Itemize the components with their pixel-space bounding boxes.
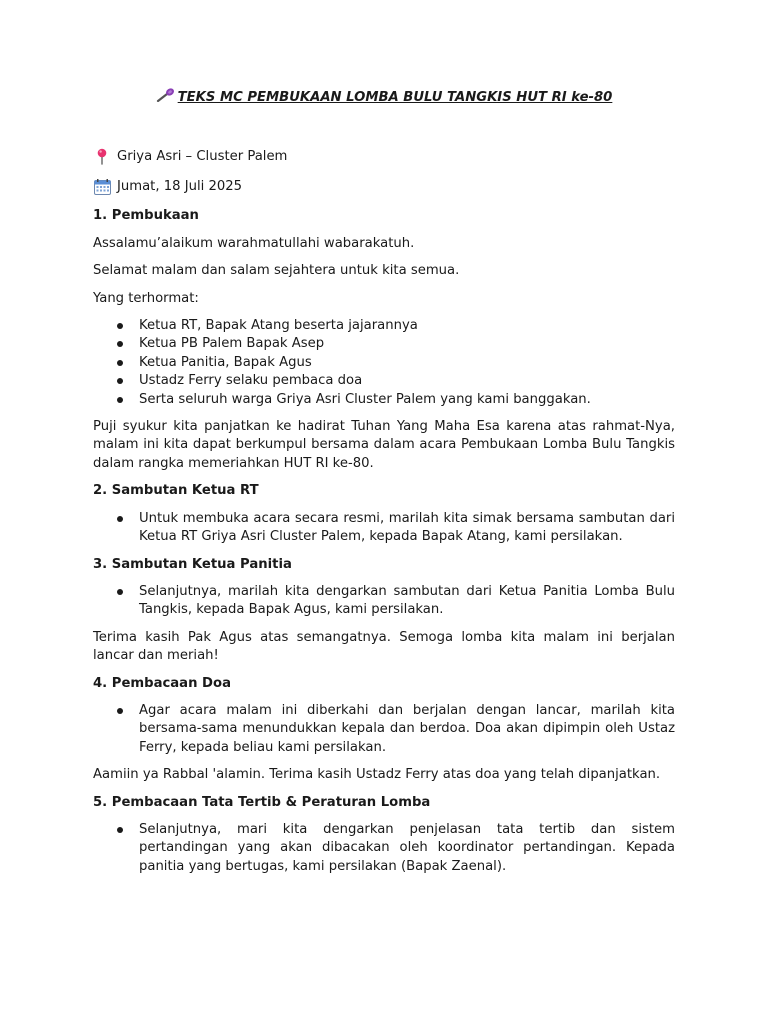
- document-title-line: [93, 88, 675, 107]
- section-list: [93, 702, 675, 757]
- section-heading-pembukaan: 1. Pembukaan: [93, 208, 199, 224]
- location-line: [93, 147, 675, 167]
- section-list: [93, 821, 675, 876]
- section-list: [93, 510, 675, 547]
- section-heading-sambutan-panitia: 3. Sambutan Ketua Panitia: [93, 556, 292, 572]
- paragraph: Puji syukur kita panjatkan ke hadirat Tuhan Yang Maha Esa karena atas rahmat-Nya, malam ini kita dapat berkumpul bersama dalam acara Pembukaan Lomba Bulu Tangkis dalam rangka memeriahkan HUT RI ke-80.: [93, 419, 675, 471]
- paragraph: Terima kasih Pak Agus atas semangatnya. Semoga lomba kita malam ini berjalan lancar dan meriah!: [93, 629, 675, 664]
- date-text: Jumat, 18 Juli 2025: [117, 179, 243, 195]
- section-list: [93, 583, 675, 620]
- section-heading-pembacaan-doa: 4. Pembacaan Doa: [93, 675, 231, 691]
- paragraph: Yang terhormat:: [93, 290, 199, 306]
- list-item: Ketua PB Palem Bapak Asep: [139, 335, 675, 353]
- list-item: Selanjutnya, marilah kita dengarkan sambutan dari Ketua Panitia Lomba Bulu Tangkis, kepada Bapak Agus, kami persilakan.: [139, 583, 675, 620]
- honored-guests-list: [93, 317, 675, 409]
- date-line: [93, 177, 675, 197]
- list-item: Ustadz Ferry selaku pembaca doa: [139, 372, 675, 390]
- list-item: Untuk membuka acara secara resmi, marilah kita simak bersama sambutan dari Ketua RT Griya Asri Cluster Palem, kepada Bapak Atang, kami persilakan.: [139, 510, 675, 547]
- paragraph: Aamiin ya Rabbal 'alamin. Terima kasih Ustadz Ferry atas doa yang telah dipanjatkan.: [93, 767, 661, 783]
- calendar-icon: [93, 178, 113, 196]
- list-item: Ketua RT, Bapak Atang beserta jajarannya: [139, 317, 675, 335]
- list-item: Selanjutnya, mari kita dengarkan penjelasan tata tertib dan sistem pertandingan yang akan dibacakan oleh koordinator pertandingan. Kepada panitia yang bertugas, kami persilakan (Bapak Zaenal).: [139, 821, 675, 876]
- list-item: Ketua Panitia, Bapak Agus: [139, 354, 675, 372]
- document-title: TEKS MC PEMBUKAAN LOMBA BULU TANGKIS HUT RI ke-80: [177, 90, 613, 105]
- section-heading-tata-tertib: 5. Pembacaan Tata Tertib & Peraturan Lomba: [93, 794, 431, 810]
- paragraph: Selamat malam dan salam sejahtera untuk kita semua.: [93, 263, 460, 279]
- pin-icon: [93, 148, 113, 166]
- list-item: Agar acara malam ini diberkahi dan berjalan dengan lancar, marilah kita bersama-sama menundukkan kepala dan berdoa. Doa akan dipimpin oleh Ustaz Ferry, kepada beliau kami persilakan.: [139, 702, 675, 757]
- document-page: [93, 88, 675, 885]
- section-heading-sambutan-rt: 2. Sambutan Ketua RT: [93, 483, 259, 499]
- microphone-icon: [156, 88, 176, 102]
- list-item: Serta seluruh warga Griya Asri Cluster Palem yang kami banggakan.: [139, 391, 675, 409]
- location-text: Griya Asri – Cluster Palem: [117, 149, 288, 165]
- paragraph: Assalamu’alaikum warahmatullahi wabarakatuh.: [93, 235, 415, 251]
